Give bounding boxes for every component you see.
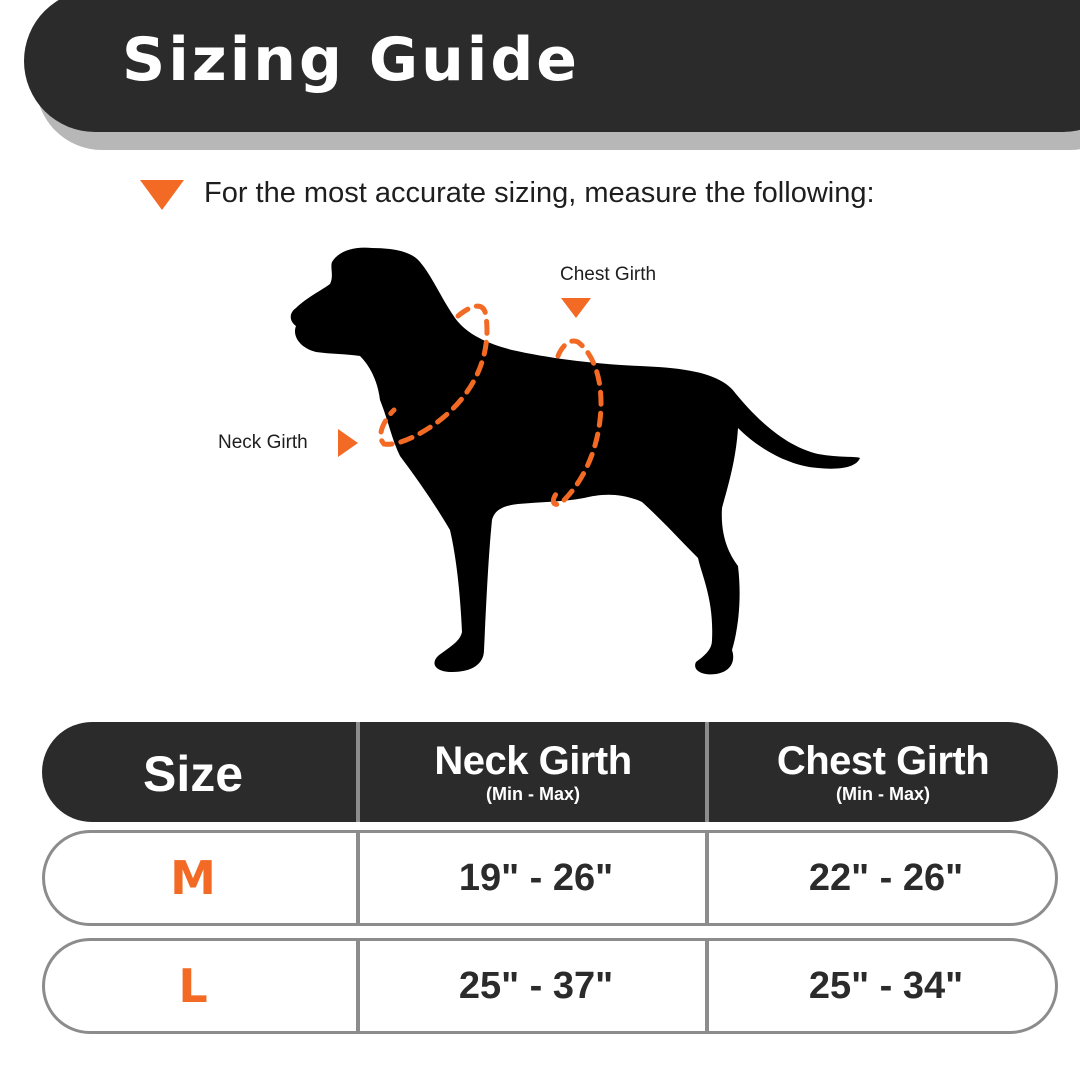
header-size-cell [42,722,358,822]
column-divider [356,941,360,1031]
table-row [42,830,1058,926]
neck-girth-label: Neck Girth [218,432,308,453]
instruction-line [140,172,875,214]
chest-cell [711,941,1061,1031]
size-cell [45,941,361,1031]
page-title: Sizing Guide [122,25,580,95]
neck-cell [361,941,711,1031]
chest-girth-label: Chest Girth [560,264,657,285]
size-value: L [178,959,208,1013]
chest-value: 22" - 26" [808,856,964,899]
neck-arrow-icon [338,429,358,457]
column-divider [705,833,709,923]
chest-value: 25" - 34" [808,964,964,1007]
dog-illustration [0,230,1080,690]
header-size: Size [142,746,244,802]
column-divider [705,941,709,1031]
instruction-text: For the most accurate sizing, measure the following: [204,176,875,209]
column-divider [356,833,360,923]
header-chest-sub: (Min - Max) [836,784,930,804]
table-row [42,938,1058,1034]
neck-cell [361,833,711,923]
triangle-down-icon [140,180,184,210]
dog-silhouette-icon [0,230,1080,690]
header-neck-cell [358,722,708,822]
size-value: M [170,851,216,905]
header-chest: Chest Girth [776,739,990,783]
header-neck-sub: (Min - Max) [486,784,580,804]
chest-arrow-icon [561,298,591,318]
table-header [42,722,1058,822]
neck-value: 19" - 26" [458,856,614,899]
neck-value: 25" - 37" [458,964,614,1007]
size-cell [45,833,361,923]
chest-cell [711,833,1061,923]
header-chest-cell [708,722,1058,822]
header-neck: Neck Girth [434,739,632,783]
